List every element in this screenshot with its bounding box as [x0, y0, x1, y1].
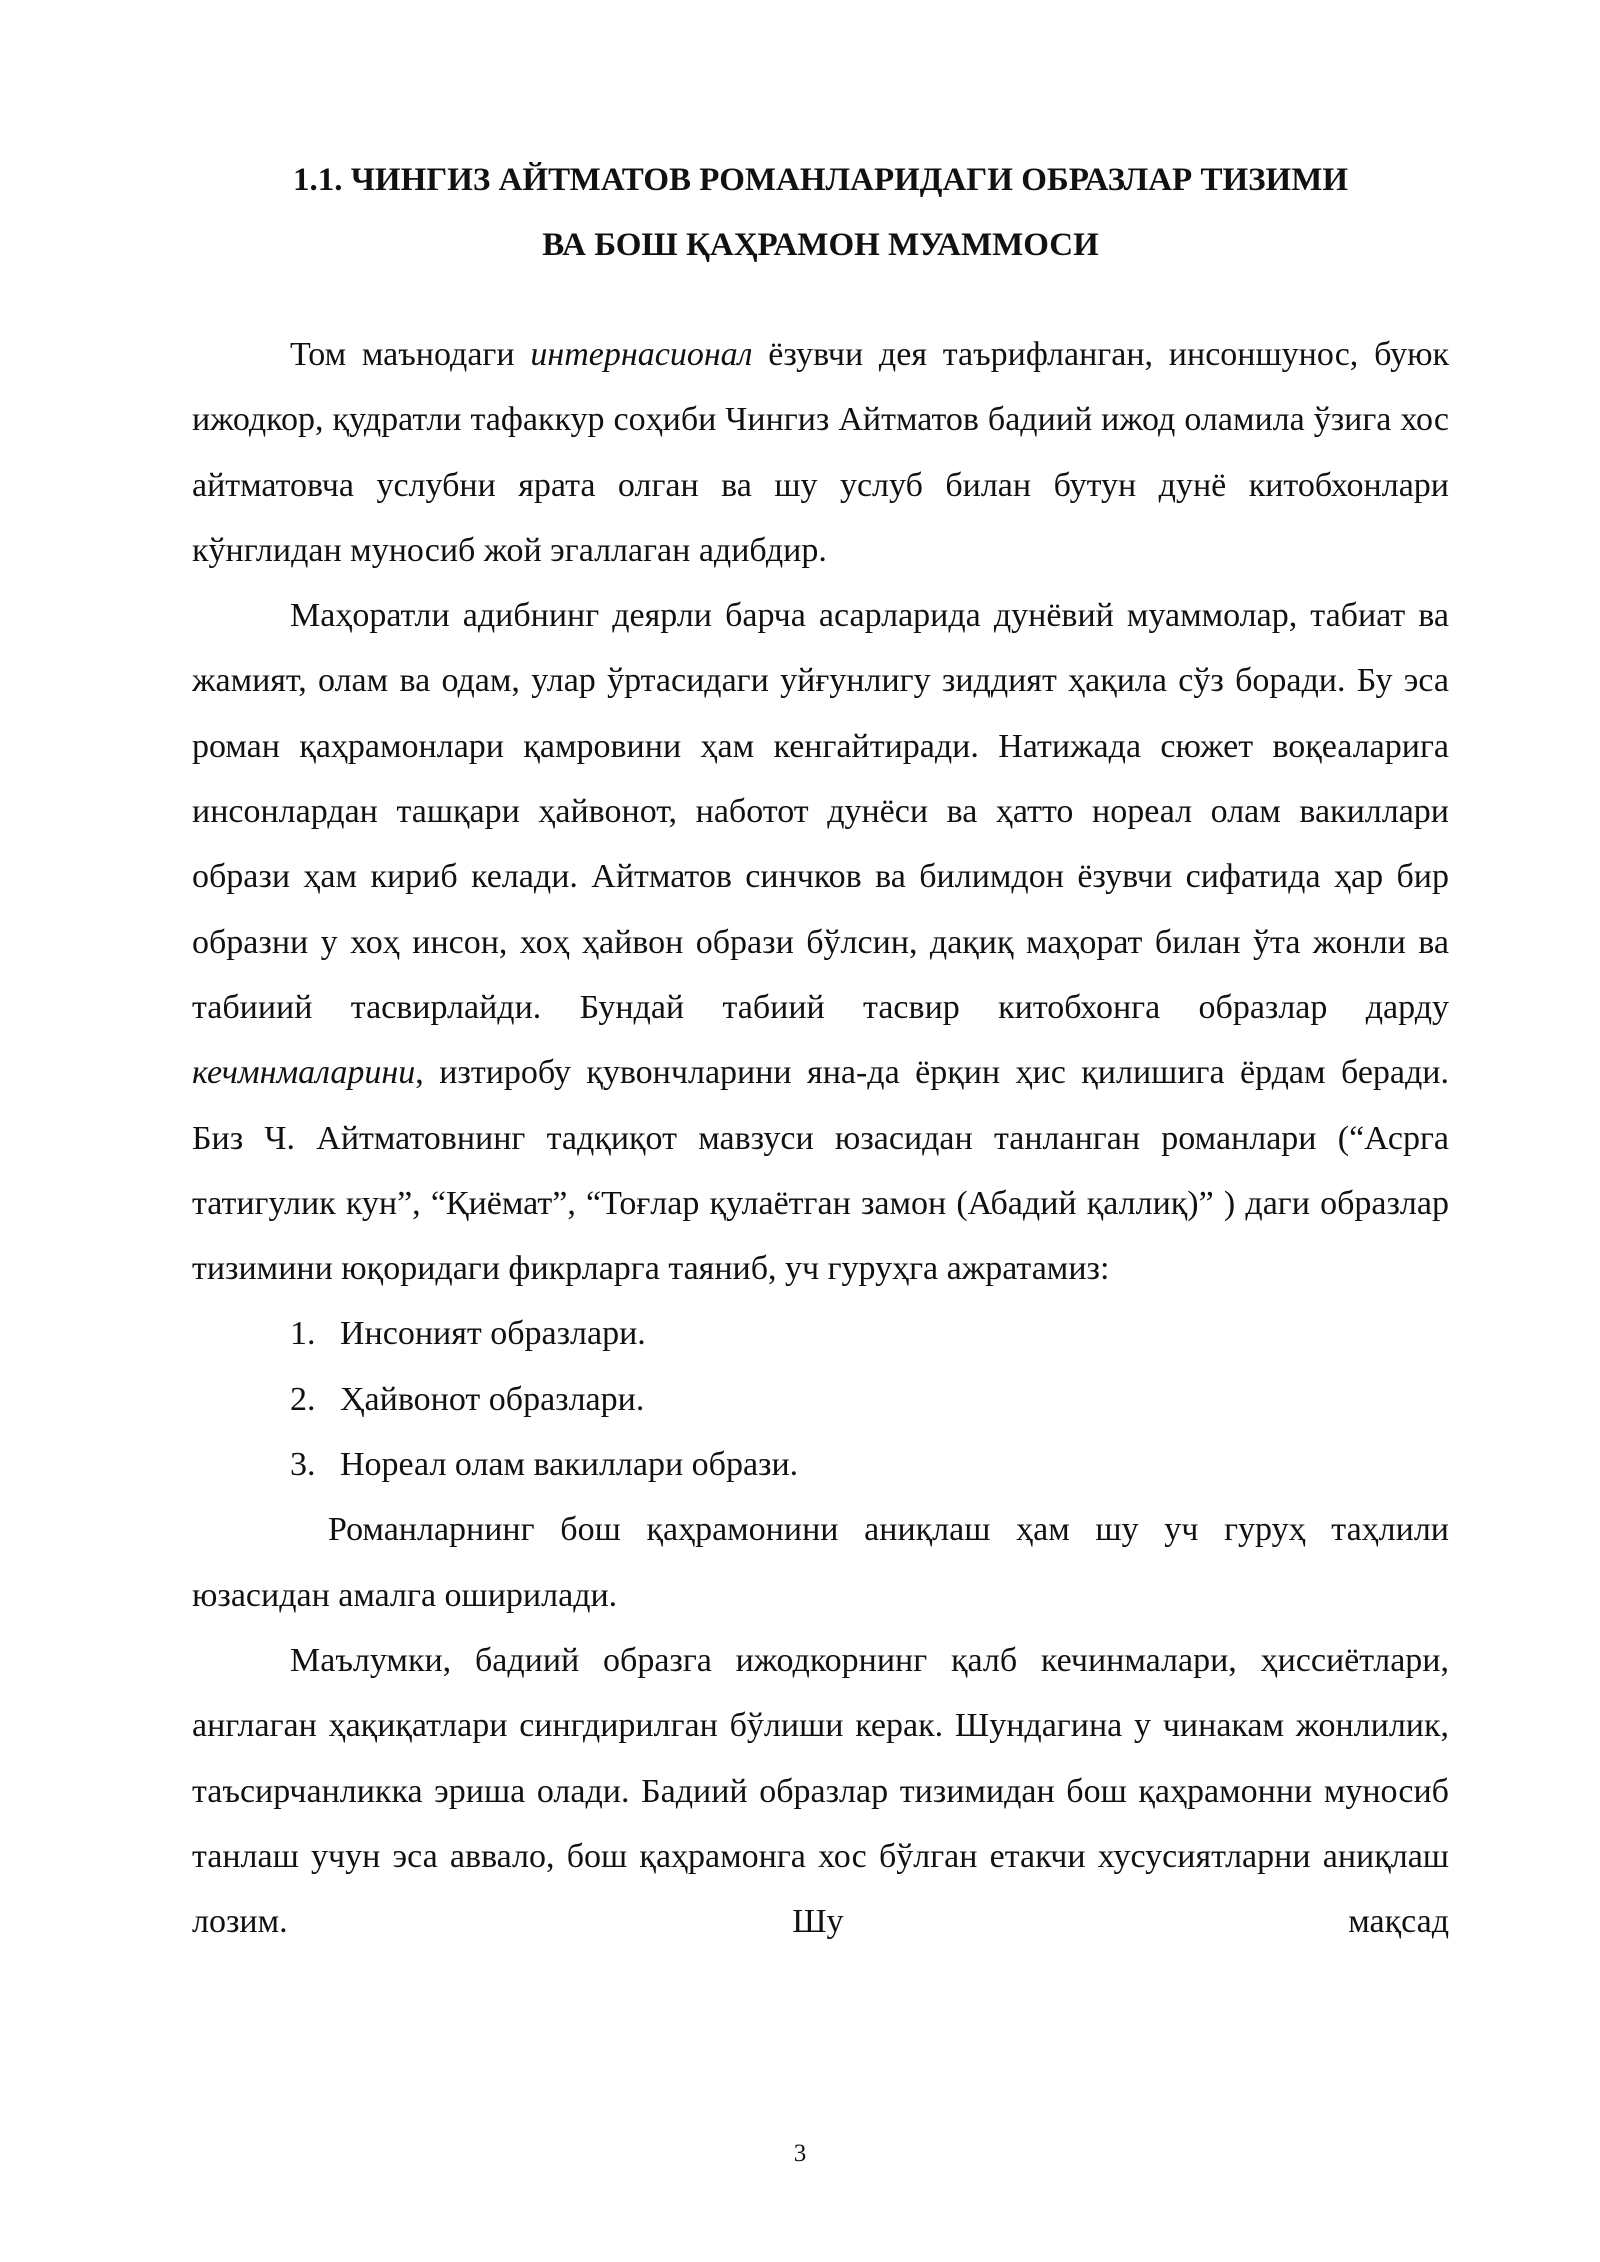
paragraph-1 — [192, 322, 1449, 583]
list-item — [192, 1367, 1449, 1432]
paragraph-1-text-b: ёзувчи дея таърифланган, инсоншунос, буюк ижодкор, қудратли тафаккур соҳиби Чингиз Айтматов бадиий ижод оламила ўзига хос айтматовча услубни ярата олган ва шу услуб билан бутун дунё китобхонлари кўнглидан муносиб жой эгаллаган адибдир. — [192, 336, 1449, 569]
page-content — [192, 148, 1449, 1954]
list-item-number: 3. — [290, 1446, 316, 1484]
list-item — [192, 1301, 1449, 1366]
paragraph-4: Маълумки, бадиий образга ижодкорнинг қалб кечинмалари, ҳиссиётлари, англаган ҳақиқатлари сингдирилган бўлиши керак. Шундагина у чинакам жонлилик, таъсирчанликка эриша олади. Бадиий образлар тизимидан бош қаҳрамонни муносиб танлаш учун эса аввало, бош қаҳрамонга хос бўлган етакчи хусусиятларни аниқлаш лозим. Шу мақсад — [192, 1641, 1449, 1941]
paragraph-3: Романларнинг бош қаҳрамонини аниқлаш ҳам шу уч гуруҳ таҳлили юзасидан амалга оширилади. — [192, 1511, 1449, 1614]
paragraph-1-italic: интернасионал — [530, 336, 753, 373]
page-number: 3 — [793, 2140, 807, 2167]
heading-line-1: 1.1. ЧИНГИЗ АЙТМАТОВ РОМАНЛАРИДАГИ ОБРАЗЛАР ТИЗИМИ — [292, 162, 1349, 198]
list-item-number: 2. — [290, 1380, 316, 1418]
list-item — [192, 1432, 1449, 1497]
paragraph-2-italic: кечмнмаларини — [192, 1054, 416, 1092]
list-item-text: Ҳайвонот образлари. — [340, 1380, 645, 1418]
paragraph-2 — [192, 583, 1449, 1301]
numbered-list — [192, 1301, 1449, 1497]
list-item-text: Инсоният образлари. — [340, 1315, 646, 1353]
heading-line-2: ВА БОШ ҚАҲРАМОН МУАММОСИ — [542, 227, 1099, 263]
section-heading — [192, 148, 1449, 278]
list-item-number: 1. — [290, 1315, 316, 1353]
paragraph-2-text-a: Маҳоратли адибнинг деярли барча асарларида дунёвий муаммолар, табиат ва жамият, олам ва одам, улар ўртасидаги уйғунлигу зиддият ҳақила сўз боради. Бу эса роман қаҳрамонлари қамровини ҳам кенгайтиради. Натижада сюжет воқеаларига инсонлардан ташқари ҳайвонот, наботот дунёси ва ҳатто нореал олам вакиллари образи ҳам кириб келади. Айтматов синчков ва билимдон ёзувчи сифатида ҳар бир образни у хоҳ инсон, хоҳ ҳайвон образи бўлсин, дақиқ маҳорат билан ўта жонли ва табииий тасвирлайди. Бундай табиий тасвир китобхонга образлар дарду — [192, 597, 1449, 1026]
paragraph-1-text-a: Том маънодаги — [290, 336, 531, 373]
list-item-text: Нореал олам вакиллари образи. — [340, 1446, 799, 1484]
paragraph-2-text-b: , изтиробу қувончларини яна-да ёрқин ҳис қилишига ёрдам беради. Биз Ч. Айтматовнинг тадқиқот мавзуси юзасидан танланган романлари (“Асрга татигулик кун”, “Қиёмат”, “Тоғлар қулаётган замон (Абадий қаллиқ)” ) даги образлар тизимини юқоридаги фикрларга таяниб, уч гуруҳга ажратамиз: — [192, 1054, 1449, 1288]
